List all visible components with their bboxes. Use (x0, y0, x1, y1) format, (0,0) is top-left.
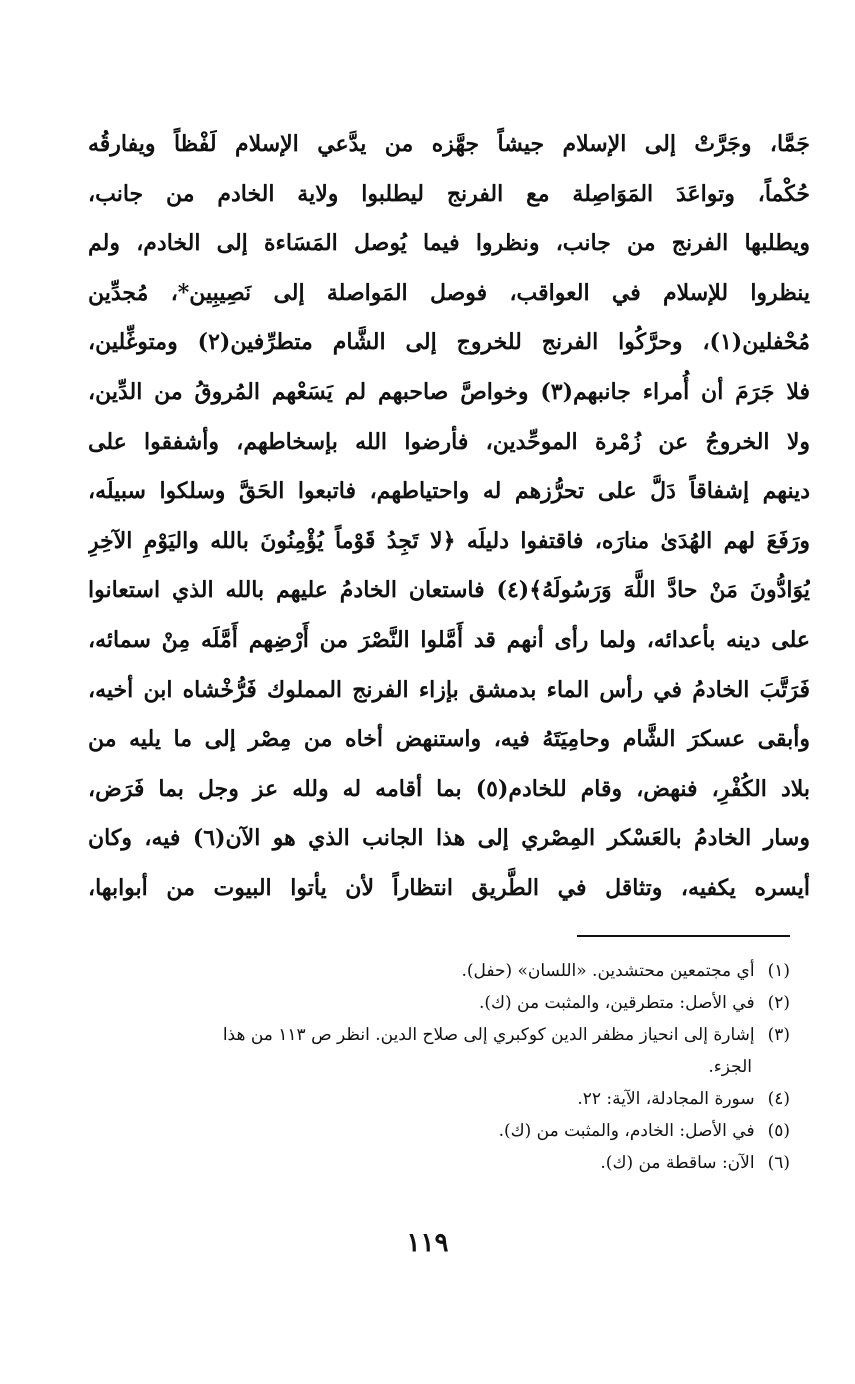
page-number: ١١٩ (406, 1228, 449, 1258)
text-line: دينهم إشفاقاً دَلَّ على تحرُّزهم له واحتياطهم، فاتبعوا الحَقَّ وسلكوا سبيلَه، (88, 478, 810, 505)
footnote-text: سورة المجادلة، الآية: ٢٢. (577, 1089, 755, 1109)
footnote-text: في الأصل: متطرقين، والمثبت من (ك). (478, 993, 755, 1013)
footnote-number: (٥) (767, 1121, 790, 1141)
footnote-number: (٢) (767, 993, 790, 1013)
footnote-continuation: الجزء. (708, 1057, 752, 1077)
footnote-separator (577, 935, 790, 937)
text-line: أيسره يكفيه، وتثاقل في الطَّريق انتظاراً لأن يأتوا البيوت من أبوابها، (88, 874, 810, 901)
footnote-item (60, 987, 790, 1019)
text-line: فلا جَرَمَ أن أُمراء جانبهم(٣) وخواصَّ صاحبهم لم يَسَعْهم المُروقُ من الدِّين، (88, 378, 810, 405)
text-line: حُكْماً، وتواعَدَ المَوَاصِلة مع الفرنج ليطلبوا ولاية الخادم من جانب، (88, 180, 810, 207)
text-line: على دينه بأعدائه، ولما رأى أنهم قد أَمَّلوا النَّصْرَ من أَرْضِهم أَمَّلَه مِنْ سمائه، (88, 626, 810, 653)
text-line: بلاد الكُفْرِ، فنهض، وقام للخادم(٥) بما أقامه له ولله عز وجل بما فَرَض، (88, 775, 810, 802)
footnote-item (60, 1115, 790, 1147)
text-line: جَمَّا، وجَرَّتْ إلى الإسلام جيشاً جهَّزه من يدَّعي الإسلام لَفْظاً ويفارقُه (88, 131, 810, 157)
footnote-item (60, 1083, 790, 1115)
text-line: ورَفَعَ لهم الهُدَىٰ منارَه، فاقتفوا دليلَه ﴿لا تَجِدُ قَوْماً يُؤْمِنُونَ بالله واليَوْمِ الآخِرِ (88, 527, 810, 554)
text-line: ينظروا للإسلام في العواقب، فوصل المَواصلة إلى نَصِيبِين*، مُجدِّين (88, 279, 810, 306)
footnote-item (60, 955, 790, 987)
footnote-number: (٣) (767, 1025, 790, 1045)
footnote-item (60, 1019, 790, 1051)
footnote-number: (٤) (767, 1089, 790, 1109)
footnote-item (60, 1147, 790, 1179)
footnote-number: (١) (767, 961, 790, 981)
text-line: فَرَتَّبَ الخادمُ في رأس الماء بدمشق بإزاء الفرنج المملوك فَرُّخْشاه ابن أخيه، (88, 676, 810, 703)
text-line: يُوَادُّونَ مَنْ حادَّ اللَّهَ وَرَسُولَهُ﴾(٤) فاستعان الخادمُ عليهم بالله الذي استعانوا (88, 577, 810, 604)
text-line: ويطلبها الفرنج من جانب، ونظروا فيما يُوصل المَسَاءة إلى الخادم، ولم (88, 230, 810, 257)
text-line: وأبقى عسكرَ الشَّام وحامِيَتَهُ فيه، واستنهض أخاه من مِصْر إلى ما يليه من (88, 726, 810, 753)
footnote-text: إشارة إلى انحياز مظفر الدين كوكبري إلى صلاح الدين. انظر ص ١١٣ من هذا (222, 1025, 755, 1045)
body-text (88, 120, 810, 914)
footnote-number: (٦) (767, 1153, 790, 1173)
footnote-text: أي مجتمعين محتشدين. «اللسان» (حفل). (461, 961, 755, 981)
text-line: وسار الخادمُ بالعَسْكر المِصْري إلى هذا الجانب الذي هو الآن(٦) فيه، وكان (88, 825, 810, 852)
footnote-text: الآن: ساقطة من (ك). (600, 1153, 755, 1173)
text-line: مُحْفلين(١)، وحرَّكُوا الفرنج للخروج إلى الشَّام متطرِّفين(٢) ومتوغِّلين، (88, 329, 810, 356)
text-line: ولا الخروجُ عن زُمْرة الموحِّدين، فأرضوا الله بإسخاطهم، وأشفقوا على (88, 428, 810, 455)
footnote-text: في الأصل: الخادم، والمثبت من (ك). (498, 1121, 755, 1141)
footnotes (60, 955, 790, 1179)
